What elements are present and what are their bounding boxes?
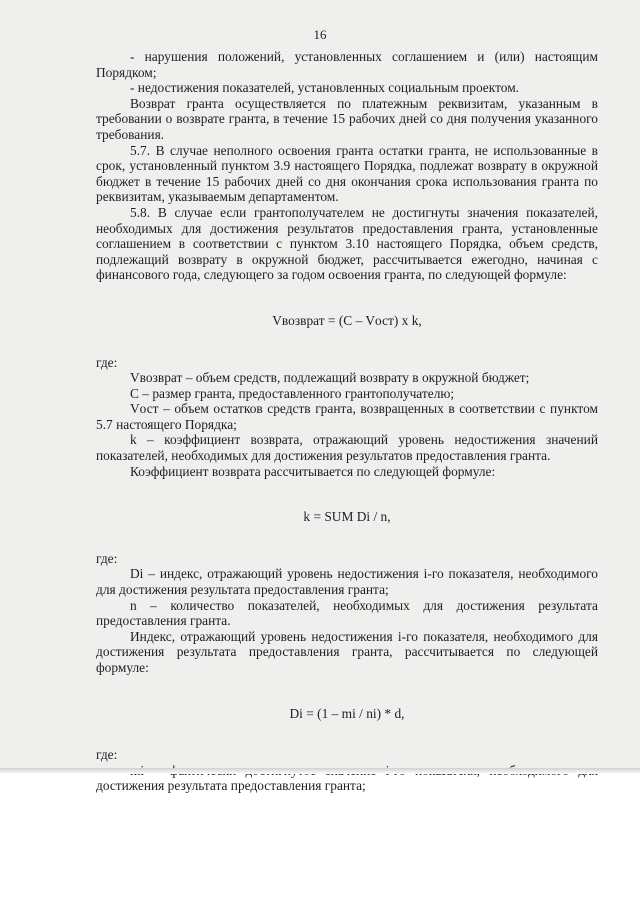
paragraph-5-7: 5.7. В случае неполного освоения гранта остатки гранта, не использованные в срок, установленный пунктом 3.9 настоящего Порядка, подлежат возврату в окружной бюджет в течение 15 рабочих дней со дня окончания срока использования гранта по реквизитам, указываемым департаментом. — [96, 142, 598, 205]
paragraph: - нарушения положений, установленных соглашением и (или) настоящим Порядком; — [96, 49, 598, 80]
formula-return-volume: Vвозврат = (C – Vост) x k, — [272, 312, 422, 328]
where-label: где: — [96, 550, 118, 566]
definition: достижения результата предоставления гранта; — [96, 778, 366, 794]
definition: Di – индекс, отражающий уровень недостижения i-го показателя, необходимого для достижения результата предоставления гранта; — [96, 566, 598, 598]
definition: Коэффициент возврата рассчитывается по следующей формуле: — [130, 463, 496, 479]
definition: k – коэффициент возврата, отражающий уровень недостижения значений показателей, необходимых для достижения результатов предоставления гранта. — [96, 432, 598, 464]
definition: Vост – объем остатков средств гранта, возвращенных в соответствии с пунктом 5.7 настоящего Порядка; — [96, 401, 598, 432]
paragraph-5-8: 5.8. В случае если грантополучателем не достигнуты значения показателей, необходимых для достижения результатов предоставления гранта, установленные соглашением в соответствии с пунктом 3.10 настоящего Порядка, объем средств, подлежащий возврату в окружной бюджет, рассчитывается ежегодно, начиная с финансового года, следующего за годом освоения гранта, по следующей формуле: — [96, 204, 598, 283]
definition: Индекс, отражающий уровень недостижения i-го показателя, необходимого для достижения результата предоставления гранта, рассчитывается по следующей формуле: — [96, 628, 598, 675]
scan-edge — [0, 768, 640, 774]
where-label: где: — [96, 747, 118, 763]
paragraph: Возврат гранта осуществляется по платежным реквизитам, указанным в требовании о возврате гранта, в течение 15 рабочих дней со дня получения указанного требования. — [96, 95, 598, 142]
definition: C – размер гранта, предоставленного грантополучателю; — [130, 385, 455, 401]
page-number: 16 — [313, 27, 327, 42]
definition: Vвозврат – объем средств, подлежащий возврату в окружной бюджет; — [130, 370, 530, 386]
formula-coefficient: k = SUM Di / n, — [303, 509, 391, 525]
where-label: где: — [96, 354, 118, 370]
document-body — [96, 49, 598, 794]
paragraph: - недостижения показателей, установленных социальным проектом. — [130, 80, 520, 96]
formula-index: Di = (1 – mi / ni) * d, — [289, 705, 405, 721]
definition: n – количество показателей, необходимых для достижения результата предоставления гранта. — [96, 597, 598, 629]
